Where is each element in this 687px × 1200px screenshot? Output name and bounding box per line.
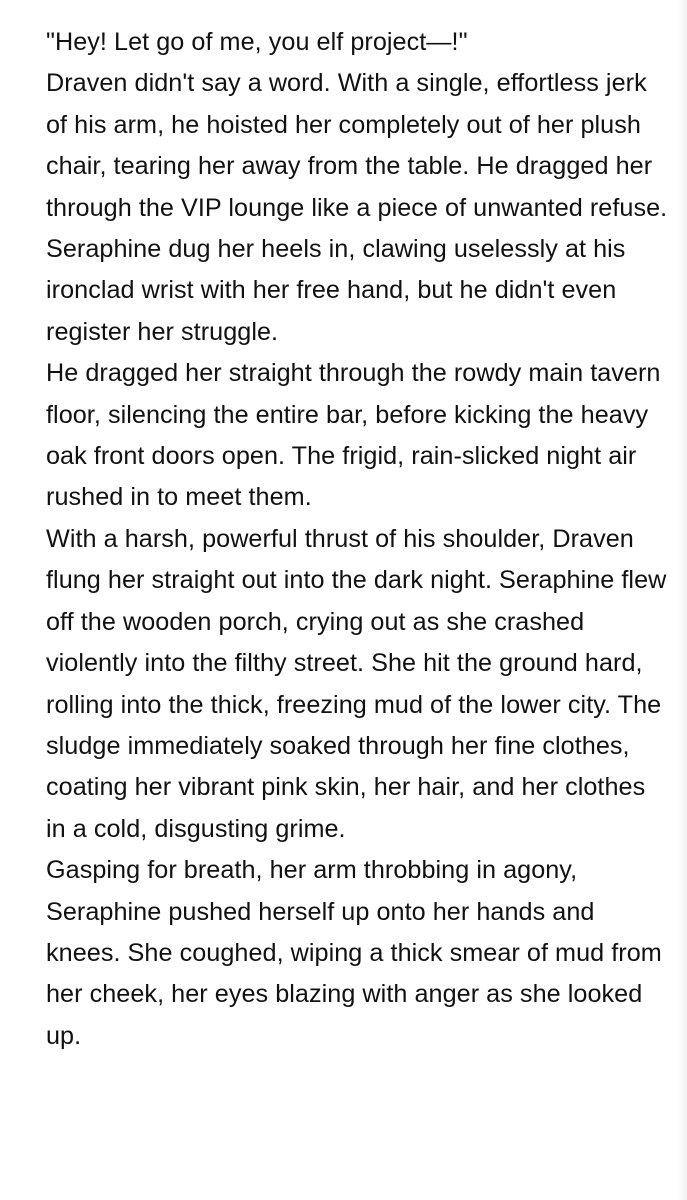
story-text bbox=[46, 22, 671, 1057]
scroll-edge-shade bbox=[677, 0, 687, 1200]
paragraph-thrown-into-mud: With a harsh, powerful thrust of his shoulder, Draven flung her straight out into the dark night. Seraphine flew off the wooden porch, crying out as she crashed violently into the filthy street. She hit the ground hard, rolling into the thick, freezing mud of the lower city. The sludge immediately soaked through her fine clothes, coating her vibrant pink skin, her hair, and her clothes in a cold, disgusting grime. bbox=[46, 524, 667, 843]
paragraph-tavern-doors: He dragged her straight through the rowdy main tavern floor, silencing the entire bar, before kicking the heavy oak front doors open. The frigid, rain-slicked night air rushed in to meet them. bbox=[46, 359, 661, 512]
paragraph-looks-up: Gasping for breath, her arm throbbing in agony, Seraphine pushed herself up onto her hands and knees. She coughed, wiping a thick smear of mud from her cheek, her eyes blazing with anger as she looked up. bbox=[46, 856, 662, 1050]
paragraph-dialogue: "Hey! Let go of me, you elf project—!" bbox=[46, 28, 468, 56]
paragraph-drag-through-lounge: Draven didn't say a word. With a single, effortless jerk of his arm, he hoisted her completely out of her plush chair, tearing her away from the table. He dragged her through the VIP lounge like a piece of unwanted refuse. Seraphine dug her heels in, clawing uselessly at his ironclad wrist with her free hand, but he didn't even register her struggle. bbox=[46, 69, 668, 346]
